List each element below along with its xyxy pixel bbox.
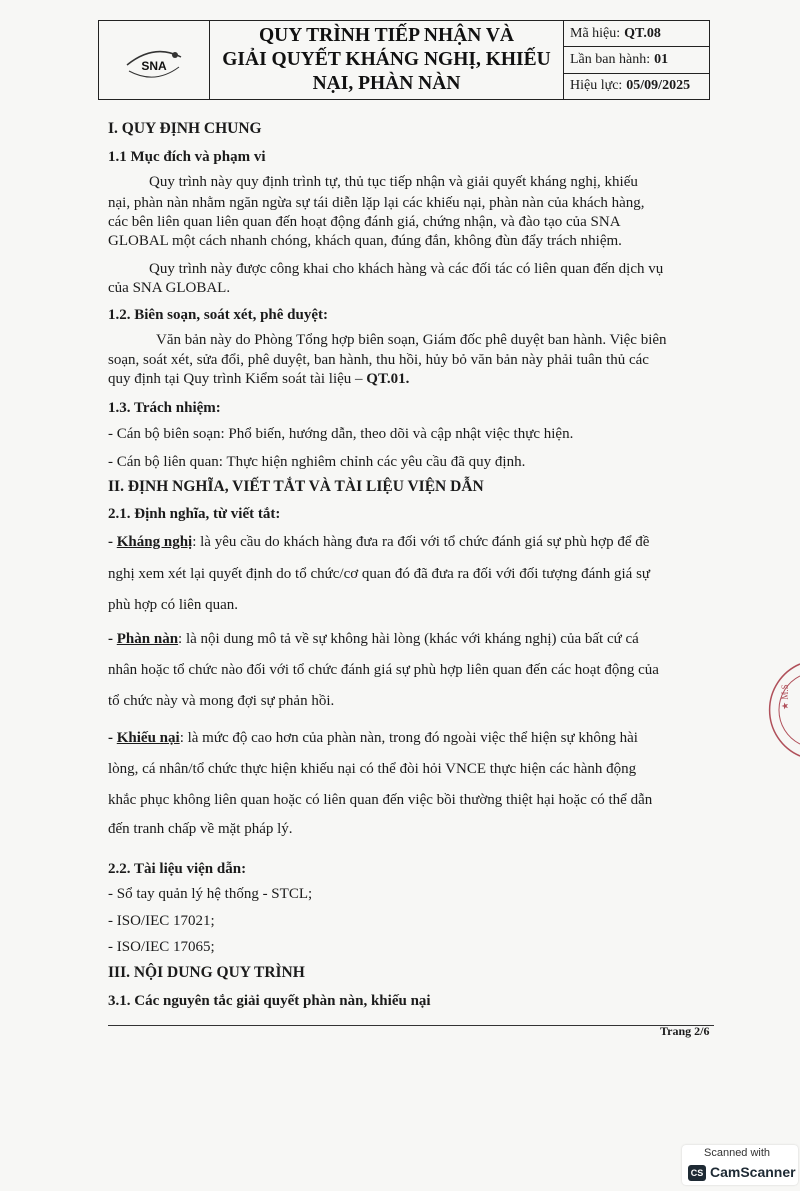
paragraph-line xyxy=(108,368,409,390)
definition-text: : là nội dung mô tả về sự không hài lòng (khác với kháng nghị) của bất cứ cá xyxy=(178,631,639,647)
subsection-heading: 1.1 Mục đích và phạm vi xyxy=(108,149,266,165)
title-line: GIẢI QUYẾT KHÁNG NGHỊ, KHIẾU xyxy=(222,49,551,70)
definition-text: : là mức độ cao hơn của phàn nàn, trong đó ngoài việc thể hiện sự không hài xyxy=(179,730,638,746)
paragraph-line: các bên liên quan liên quan đến hoạt động đánh giá, chứng nhận, và đào tạo của SNA xyxy=(108,214,621,230)
definition-term: Kháng nghị xyxy=(116,534,193,550)
section-heading: I. QUY ĐỊNH CHUNG xyxy=(108,120,262,137)
paragraph-line: soạn, soát xét, sửa đổi, phê duyệt, ban hành, thu hồi, hủy bỏ văn bản này phải tuân thủ các xyxy=(108,352,649,368)
definition-term: Phàn nàn xyxy=(116,631,179,647)
code-value: QT.08 xyxy=(624,25,661,41)
logo-cell xyxy=(99,21,210,99)
reference-item: - ISO/IEC 17065; xyxy=(108,939,215,955)
logo-text: SNA xyxy=(141,59,167,73)
subsection-heading: 1.2. Biên soạn, soát xét, phê duyệt: xyxy=(108,307,329,323)
definition-text: : là yêu cầu do khách hàng đưa ra đối với tổ chức đánh giá sự phù hợp để đề xyxy=(192,534,650,550)
definition-line: - Kháng nghị: là yêu cầu do khách hàng đưa ra đối với tổ chức đánh giá sự phù hợp để đề xyxy=(108,534,650,550)
effective-date xyxy=(564,74,709,99)
effective-label: Hiệu lực: xyxy=(570,78,623,94)
paragraph-line: GLOBAL một cách nhanh chóng, khách quan, đúng đắn, không đùn đẩy trách nhiệm. xyxy=(108,233,622,249)
paragraph-line: của SNA GLOBAL. xyxy=(108,280,231,296)
definition-line: đến tranh chấp về mặt pháp lý. xyxy=(108,821,293,837)
definition-line: lòng, cá nhân/tổ chức thực hiện khiếu nại có thể đòi hỏi VNCE thực hiện các hành động xyxy=(108,761,637,777)
partial-seal-stamp xyxy=(764,660,800,760)
definition-line: - Khiếu nại: là mức độ cao hơn của phàn nàn, trong đó ngoài việc thể hiện sự không hài xyxy=(108,730,638,746)
page-number: Trang 2/6 xyxy=(660,1024,710,1038)
svg-text:★ M.S: ★ M.S xyxy=(780,684,790,710)
code-label: Mã hiệu: xyxy=(570,25,621,41)
reference-item: - Sổ tay quản lý hệ thống - STCL; xyxy=(108,886,313,902)
footer-rule xyxy=(108,1025,714,1026)
definition-line: phù hợp có liên quan. xyxy=(108,597,238,613)
definition-line: tổ chức này và mong đợi sự phản hồi. xyxy=(108,693,335,709)
subsection-heading: 3.1. Các nguyên tắc giải quyết phàn nàn, khiếu nại xyxy=(108,993,431,1009)
paragraph-line: nại, phàn nàn nhằm ngăn ngừa sự tái diễn lặp lại các khiếu nại, phàn nàn của khách hàng, xyxy=(108,195,645,211)
section-heading: II. ĐỊNH NGHĨA, VIẾT TẮT VÀ TÀI LIỆU VIỆN DẪN xyxy=(108,478,484,495)
scanned-with-text: Scanned with xyxy=(704,1147,771,1159)
sna-logo xyxy=(119,35,189,85)
document-meta xyxy=(564,21,709,99)
issue-number xyxy=(564,47,709,73)
document-code xyxy=(564,21,709,47)
document-header-table xyxy=(98,20,710,100)
subsection-heading: 2.2. Tài liệu viện dẫn: xyxy=(108,861,247,877)
document-title xyxy=(210,21,564,99)
camscanner-watermark xyxy=(682,1145,798,1185)
reference-item: - ISO/IEC 17021; xyxy=(108,913,215,929)
effective-value: 05/09/2025 xyxy=(626,78,691,94)
camscanner-name: CamScanner xyxy=(710,1164,796,1180)
paragraph-line: Quy trình này quy định trình tự, thủ tục tiếp nhận và giải quyết kháng nghị, khiếu xyxy=(149,174,638,190)
subsection-heading: 1.3. Trách nhiệm: xyxy=(108,400,221,416)
list-item: - Cán bộ liên quan: Thực hiện nghiêm chỉnh các yêu cầu đã quy định. xyxy=(108,454,526,470)
camscanner-logo-icon: CS xyxy=(688,1165,706,1181)
paragraph-text: quy định tại Quy trình Kiểm soát tài liệu – xyxy=(108,371,367,387)
definition-line: nghị xem xét lại quyết định do tổ chức/cơ quan đó đã đưa ra đối với đối tượng đánh giá sự xyxy=(108,566,651,582)
definition-line: nhân hoặc tổ chức nào đối với tổ chức đánh giá sự phù hợp liên quan đến các hoạt động của xyxy=(108,662,659,678)
issue-label: Lần ban hành: xyxy=(570,51,651,67)
list-item: - Cán bộ biên soạn: Phổ biến, hướng dẫn, theo dõi và cập nhật việc thực hiện. xyxy=(108,426,574,442)
subsection-heading: 2.1. Định nghĩa, từ viết tắt: xyxy=(108,506,281,522)
definition-line: - Phàn nàn: là nội dung mô tả về sự không hài lòng (khác với kháng nghị) của bất cứ cá xyxy=(108,631,639,647)
section-heading: III. NỘI DUNG QUY TRÌNH xyxy=(108,964,305,981)
issue-value: 01 xyxy=(654,51,669,67)
document-reference: QT.01. xyxy=(366,371,410,387)
paragraph-line: Văn bản này do Phòng Tổng hợp biên soạn, Giám đốc phê duyệt ban hành. Việc biên xyxy=(156,332,667,348)
title-line: QUY TRÌNH TIẾP NHẬN VÀ xyxy=(259,25,514,46)
paragraph-line: Quy trình này được công khai cho khách hàng và các đối tác có liên quan đến dịch vụ xyxy=(149,261,664,277)
title-line: NẠI, PHÀN NÀN xyxy=(312,73,461,94)
definition-line: khắc phục không liên quan hoặc có liên quan đến việc bồi thường thiệt hại hoặc có thể dẫn xyxy=(108,792,653,808)
definition-term: Khiếu nại xyxy=(116,730,180,746)
